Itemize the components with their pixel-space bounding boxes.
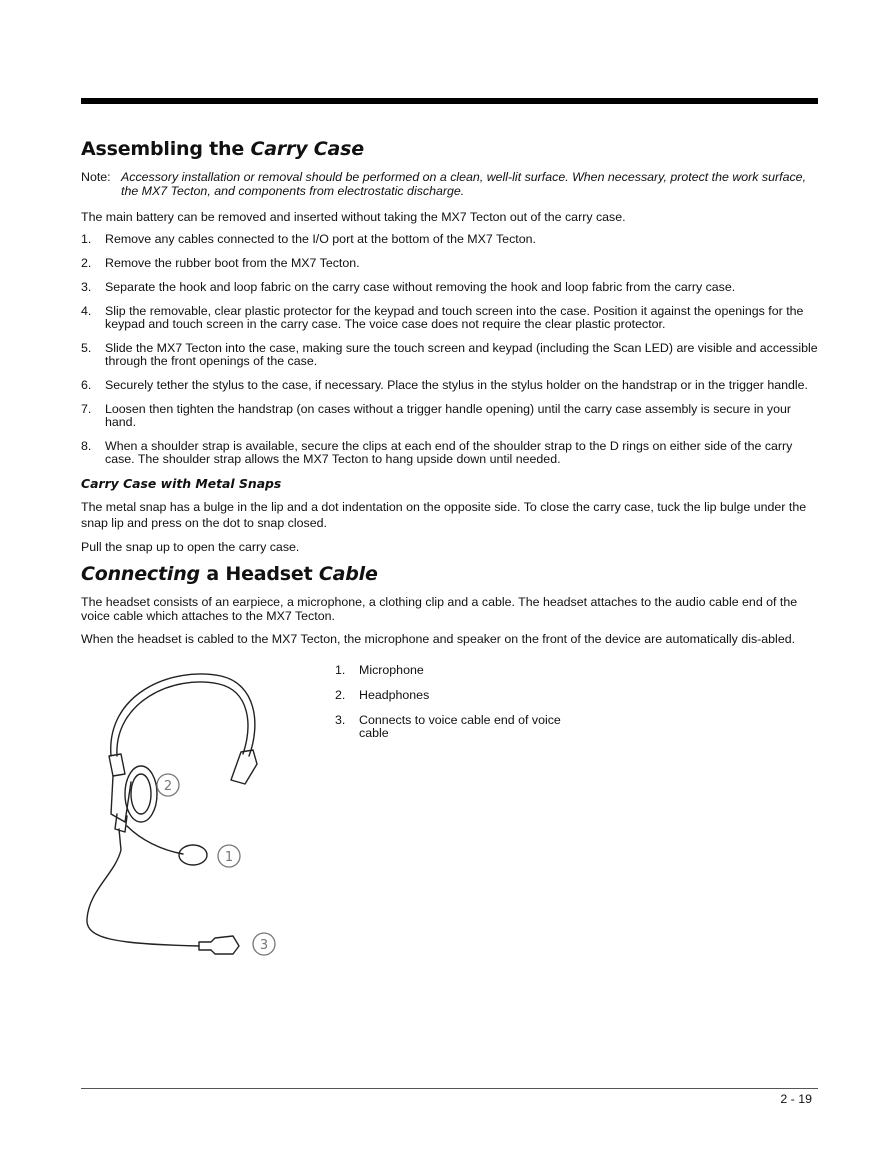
list-item: 7. Loosen then tighten the handstrap (on cases without a trigger handle opening) until the carry case assembly is secure in your hand. [81,402,792,429]
list-item: 1. Remove any cables connected to the I/O port at the bottom of the MX7 Tecton. [81,232,536,246]
headset-paragraph-1: The headset consists of an earpiece, a microphone, a clothing clip and a cable. The headset attaches to the audio cable end of the voice cable which attaches to the MX7 Tecton. [81,595,798,623]
header-rule [81,98,818,104]
footer-rule [81,1088,818,1089]
list-item: 3. Separate the hook and loop fabric on the carry case without removing the hook and loop fabric from the carry case. [81,280,736,294]
note-text: Accessory installation or removal should be performed on a clean, well-lit surface. When necessary, protect the work surface, the MX7 Tecton, and components from electrostatic discharge. [121,170,807,198]
list-item: 1. Microphone [335,663,424,677]
intro-paragraph: The main battery can be removed and inserted without taking the MX7 Tecton out of the carry case. [81,210,626,224]
headset-parts-legend [335,664,595,752]
note [81,170,818,198]
callout-1-label: 1 [224,850,234,865]
list-item: 2. Remove the rubber boot from the MX7 Tecton. [81,256,360,270]
headset-paragraph-2: When the headset is cabled to the MX7 Tecton, the microphone and speaker on the front of the device are automatically dis-abled. [81,632,796,646]
page-number: 2 - 19 [780,1092,812,1106]
section-title-carry-case: Assembling the Carry Case [81,138,364,160]
headset-illustration [81,664,301,964]
assembly-steps-list [81,233,818,466]
callout-3-label: 3 [259,938,269,953]
pull-snap-paragraph: Pull the snap up to open the carry case. [81,540,300,554]
list-item: 5. Slide the MX7 Tecton into the case, making sure the touch screen and keypad (including the Scan LED) are visible and accessible through the front openings of the case. [81,341,818,368]
list-item: 3. Connects to voice cable end of voice cable [335,713,561,740]
headset-figure-area [81,664,818,964]
list-item: 2. Headphones [335,688,430,702]
subheading-metal-snaps: Carry Case with Metal Snaps [81,476,282,491]
callout-2-label: 2 [163,779,173,794]
note-label: Note: [81,170,111,184]
page-content [81,138,818,964]
metal-snap-paragraph: The metal snap has a bulge in the lip and a dot indentation on the opposite side. To close the carry case, tuck the lip bulge under the snap lip and press on the dot to snap closed. [81,500,807,530]
section-title-headset-cable: Connecting a Headset Cable [81,563,378,585]
list-item: 4. Slip the removable, clear plastic protector for the keypad and touch screen into the case. Position it against the openings for the keypad and touch screen in the carry case. The voice case does not require the clear plastic protector. [81,304,804,331]
list-item: 8. When a shoulder strap is available, secure the clips at each end of the shoulder strap to the D rings on either side of the carry case. The shoulder strap allows the MX7 Tecton to hang upside down until needed. [81,439,793,466]
list-item: 6. Securely tether the stylus to the case, if necessary. Place the stylus in the stylus holder on the handstrap or in the trigger handle. [81,378,808,392]
